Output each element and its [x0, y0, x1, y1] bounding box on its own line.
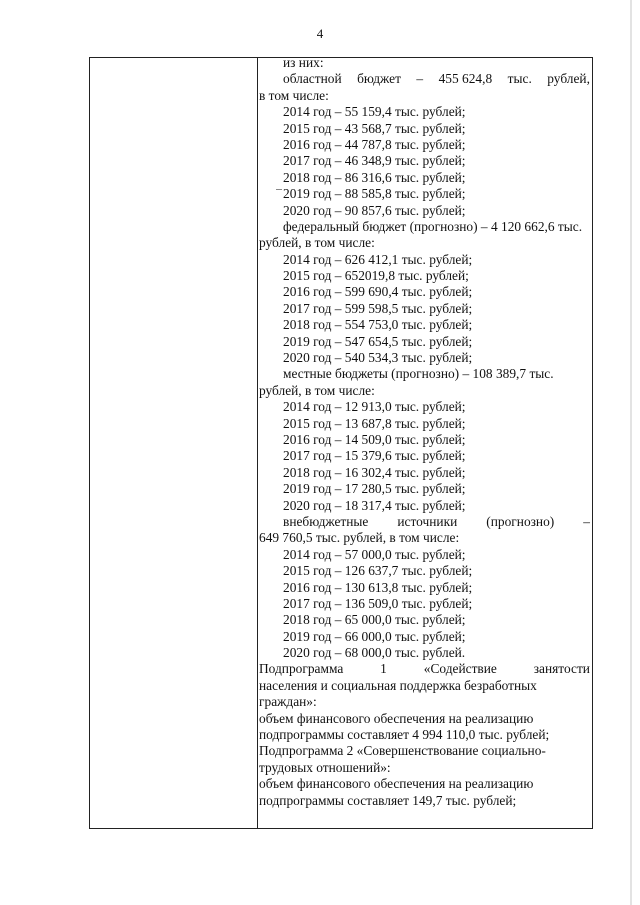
regional-year-line: 2020 год – 90 857,6 тыс. рублей; [283, 202, 466, 218]
local-year-line: 2020 год – 18 317,4 тыс. рублей; [283, 497, 466, 513]
funding-table [89, 57, 593, 829]
word: «Содействие [423, 661, 497, 677]
extrabudget-year-line: 2014 год – 57 000,0 тыс. рублей; [283, 546, 466, 562]
federal-year-line: 2018 год – 554 753,0 тыс. рублей; [283, 317, 473, 333]
regional-year-line: 2016 год – 44 787,8 тыс. рублей; [283, 136, 466, 152]
regional-year-line: 2014 год – 55 159,4 тыс. рублей; [283, 104, 466, 120]
table-left-column [90, 58, 258, 828]
text-line: объем финансового обеспечения на реализацию [259, 710, 534, 726]
local-year-line: 2014 год – 12 913,0 тыс. рублей; [283, 399, 466, 415]
federal-year-line: 2015 год – 652019,8 тыс. рублей; [283, 268, 469, 284]
text-line: 649 760,5 тыс. рублей, в том числе: [259, 530, 460, 546]
text-line: рублей, в том числе: [259, 382, 375, 398]
word: – [583, 513, 590, 529]
regional-year-line: 2017 год – 46 348,9 тыс. рублей; [283, 153, 466, 169]
text-line: из них: [283, 55, 324, 70]
text-line: местные бюджеты (прогнозно) – 108 389,7 тыс. [283, 366, 554, 382]
scan-edge-shadow [630, 0, 632, 905]
text-line: подпрограммы составляет 149,7 тыс. рублей; [259, 792, 517, 808]
text-line-justified [259, 71, 590, 87]
table-right-column [259, 55, 590, 809]
text-line: объем финансового обеспечения на реализацию [259, 776, 534, 792]
word: источники [397, 513, 458, 529]
local-year-line: 2019 год – 17 280,5 тыс. рублей; [283, 481, 466, 497]
local-year-line: 2015 год – 13 687,8 тыс. рублей; [283, 415, 466, 431]
federal-year-line: 2016 год – 599 690,4 тыс. рублей; [283, 284, 473, 300]
text-line-justified [259, 661, 590, 677]
federal-year-line: 2017 год – 599 598,5 тыс. рублей; [283, 300, 473, 316]
word: рублей, [547, 71, 590, 87]
regional-year-line: 2019 год – 88 585,8 тыс. рублей; [283, 186, 466, 202]
local-year-line: 2017 год – 15 379,6 тыс. рублей; [283, 448, 466, 464]
extrabudget-year-line: 2018 год – 65 000,0 тыс. рублей; [283, 612, 466, 628]
page-number: 4 [316, 26, 324, 41]
regional-year-line: 2018 год – 86 316,6 тыс. рублей; [283, 169, 466, 185]
local-year-line: 2018 год – 16 302,4 тыс. рублей; [283, 464, 466, 480]
extrabudget-year-line: 2015 год – 126 637,7 тыс. рублей; [283, 563, 473, 579]
text-line: в том числе: [259, 87, 329, 103]
federal-year-line: 2019 год – 547 654,5 тыс. рублей; [283, 333, 473, 349]
extrabudget-year-line: 2016 год – 130 613,8 тыс. рублей; [283, 579, 473, 595]
word: областной [283, 71, 342, 87]
text-line: подпрограммы составляет 4 994 110,0 тыс. рублей; [259, 727, 550, 743]
federal-year-line: 2014 год – 626 412,1 тыс. рублей; [283, 251, 473, 267]
extrabudget-year-line: 2017 год – 136 509,0 тыс. рублей; [283, 595, 473, 611]
word: внебюджетные [283, 513, 369, 529]
word: (прогнозно) [486, 513, 555, 529]
word: тыс. [507, 71, 532, 87]
word: занятости [533, 661, 590, 677]
text-line: граждан»: [259, 694, 317, 710]
text-line: федеральный бюджет (прогнозно) – 4 120 662,6 тыс. [283, 218, 583, 234]
regional-year-line: 2015 год – 43 568,7 тыс. рублей; [283, 120, 466, 136]
word: бюджет [357, 71, 401, 87]
word: – [416, 71, 424, 87]
text-line-justified [259, 514, 590, 530]
word: 455 624,8 [438, 71, 493, 87]
text-line: рублей, в том числе: [259, 235, 375, 251]
extrabudget-year-line: 2020 год – 68 000,0 тыс. рублей. [283, 645, 466, 661]
word: Подпрограмма [259, 661, 344, 677]
federal-year-line: 2020 год – 540 534,3 тыс. рублей; [283, 350, 473, 366]
word: 1 [380, 661, 387, 677]
extrabudget-year-line: 2019 год – 66 000,0 тыс. рублей; [283, 628, 466, 644]
text-line: трудовых отношений»: [259, 759, 391, 775]
text-line: населения и социальная поддержка безработных [259, 677, 537, 693]
local-year-line: 2016 год – 14 509,0 тыс. рублей; [283, 431, 466, 447]
text-line: Подпрограмма 2 «Совершенствование социально- [259, 743, 546, 759]
